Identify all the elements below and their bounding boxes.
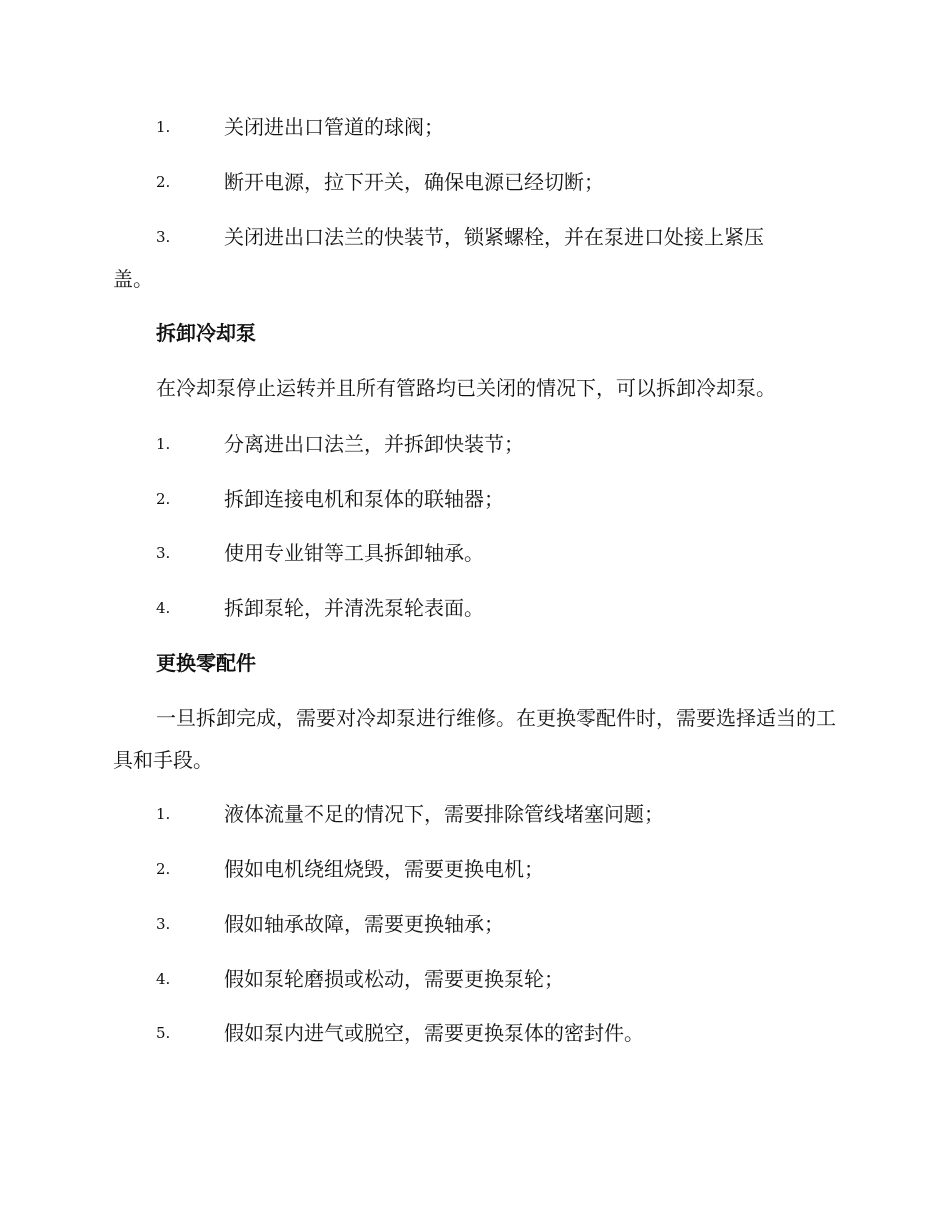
list-text: 假如轴承故障，需要更换轴承； (224, 912, 504, 936)
list-text: 液体流量不足的情况下，需要排除管线堵塞问题； (224, 802, 664, 826)
list-text: 使用专业钳等工具拆卸轴承。 (224, 541, 484, 565)
section-paragraph: 一旦拆卸完成，需要对冷却泵进行维修。在更换零配件时，需要选择适当的工具和手段。 (113, 706, 836, 772)
list-number: 3. (156, 544, 171, 562)
section-heading: 拆卸冷却泵 (156, 321, 256, 345)
list-text: 断开电源，拉下开关，确保电源已经切断； (224, 170, 604, 194)
list-number: 1. (156, 805, 171, 823)
list-text: 拆卸连接电机和泵体的联轴器； (224, 487, 504, 511)
list-text: 假如泵轮磨损或松动，需要更换泵轮； (224, 967, 564, 991)
list-number: 4. (156, 599, 171, 617)
list-item (0, 593, 950, 623)
list-number: 4. (156, 970, 171, 988)
list-text: 分离进出口法兰，并拆卸快装节； (224, 432, 524, 456)
list-item (0, 484, 950, 514)
list-text: 拆卸泵轮，并清洗泵轮表面。 (224, 596, 484, 620)
list-item (0, 112, 950, 142)
list-text: 假如电机绕组烧毁，需要更换电机； (224, 857, 544, 881)
list-item (0, 799, 950, 829)
list-item (0, 167, 950, 197)
list-text: 关闭进出口管道的球阀； (224, 115, 444, 139)
list-number: 2. (156, 173, 171, 191)
section-paragraph: 在冷却泵停止运转并且所有管路均已关闭的情况下，可以拆卸冷却泵。 (156, 376, 776, 400)
list-number: 3. (156, 915, 171, 933)
list-number: 1. (156, 118, 171, 136)
list-item (0, 964, 950, 994)
list-text-continuation: 盖。 (113, 267, 153, 291)
list-number: 2. (156, 860, 171, 878)
list-item (0, 854, 950, 884)
list-number: 5. (156, 1024, 171, 1042)
list-number: 1. (156, 435, 171, 453)
list-item (0, 1018, 950, 1048)
section-heading: 更换零配件 (156, 651, 256, 675)
list-item (0, 538, 950, 568)
list-number: 3. (156, 228, 171, 246)
list-number: 2. (156, 490, 171, 508)
list-text: 假如泵内进气或脱空，需要更换泵体的密封件。 (224, 1021, 644, 1045)
list-item (0, 222, 950, 291)
list-text: 关闭进出口法兰的快装节，锁紧螺栓，并在泵进口处接上紧压 (224, 225, 764, 249)
list-item (0, 909, 950, 939)
list-item (0, 429, 950, 459)
